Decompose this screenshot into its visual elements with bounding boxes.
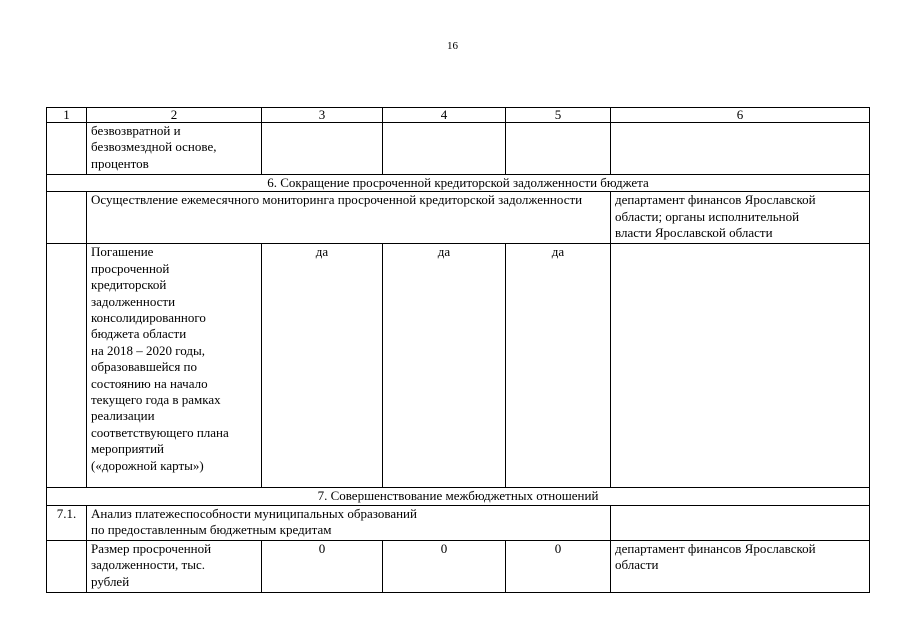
table-row-overdue [47, 540, 870, 592]
table-row-repayment [47, 244, 870, 488]
text-line: задолженности, тыс. [91, 557, 205, 573]
header-cell-4: 4 [383, 108, 506, 123]
cell-col5-value: 0 [506, 540, 611, 592]
text-line: реализации [91, 408, 155, 424]
cell-col4-value: 0 [383, 540, 506, 592]
page-number: 16 [447, 40, 458, 52]
section-title-7: 7. Совершенствование межбюджетных отношений [47, 488, 870, 505]
text-line: рублей [91, 573, 130, 589]
text-line: состоянию на начало [91, 375, 208, 391]
text-line: на 2018 – 2020 годы, [91, 342, 205, 358]
cell-number [47, 244, 87, 488]
text-line: мероприятий [91, 441, 164, 457]
cell-responsible [611, 123, 870, 175]
measures-table [46, 107, 870, 593]
text-line: области [615, 557, 659, 573]
header-cell-1: 1 [47, 108, 87, 123]
table-row-monitoring [47, 192, 870, 244]
text-line: департамент финансов Ярославской [615, 192, 816, 208]
cell-measure-name [87, 540, 262, 592]
cell-number [47, 540, 87, 592]
cell-col3-value: да [262, 244, 383, 488]
cell-col4-value: да [383, 244, 506, 488]
cell-number [47, 123, 87, 175]
cell-measure-name [87, 244, 262, 488]
header-cell-6: 6 [611, 108, 870, 123]
cell-responsible [611, 540, 870, 592]
header-cell-2: 2 [87, 108, 262, 123]
section-row [47, 175, 870, 192]
text-line: безвозмездной основе, [91, 139, 217, 155]
text-line: образовавшейся по [91, 359, 198, 375]
cell-col4 [383, 123, 506, 175]
cell-number: 7.1. [47, 505, 87, 540]
text-line: кредиторской [91, 277, 167, 293]
cell-col3 [262, 123, 383, 175]
header-cell-5: 5 [506, 108, 611, 123]
table-header-row [47, 108, 870, 123]
text-line: Погашение [91, 244, 154, 260]
cell-col5 [506, 123, 611, 175]
table-row-7-1 [47, 505, 870, 540]
text-line: по предоставленным бюджетным кредитам [91, 522, 332, 538]
section-row [47, 488, 870, 505]
cell-measure-name [87, 123, 262, 175]
header-cell-3: 3 [262, 108, 383, 123]
table-row-continuation [47, 123, 870, 175]
text-line: соответствующего плана [91, 424, 229, 440]
text-line: безвозвратной и [91, 123, 181, 138]
text-line: Размер просроченной [91, 540, 212, 556]
cell-responsible [611, 192, 870, 244]
text-line: бюджета области [91, 326, 187, 342]
cell-responsible [611, 505, 870, 540]
text-line: просроченной [91, 260, 170, 276]
text-line: процентов [91, 155, 149, 171]
text-line: области; органы исполнительной [615, 208, 800, 224]
cell-number [47, 192, 87, 244]
cell-measure-text: Осуществление ежемесячного мониторинга просроченной кредиторской задолженности [87, 192, 611, 244]
cell-measure-text [87, 505, 611, 540]
text-line: («дорожной карты») [91, 457, 204, 473]
cell-col5-value: да [506, 244, 611, 488]
section-title-6: 6. Сокращение просроченной кредиторской задолженности бюджета [47, 175, 870, 192]
text-line: департамент финансов Ярославской [615, 540, 816, 556]
text-line: Анализ платежеспособности муниципальных образований [91, 505, 417, 521]
cell-col3-value: 0 [262, 540, 383, 592]
cell-responsible [611, 244, 870, 488]
text-line: власти Ярославской области [615, 225, 773, 241]
text-line: текущего года в рамках [91, 392, 221, 408]
text-line: задолженности [91, 293, 176, 309]
text-line: консолидированного [91, 310, 206, 326]
